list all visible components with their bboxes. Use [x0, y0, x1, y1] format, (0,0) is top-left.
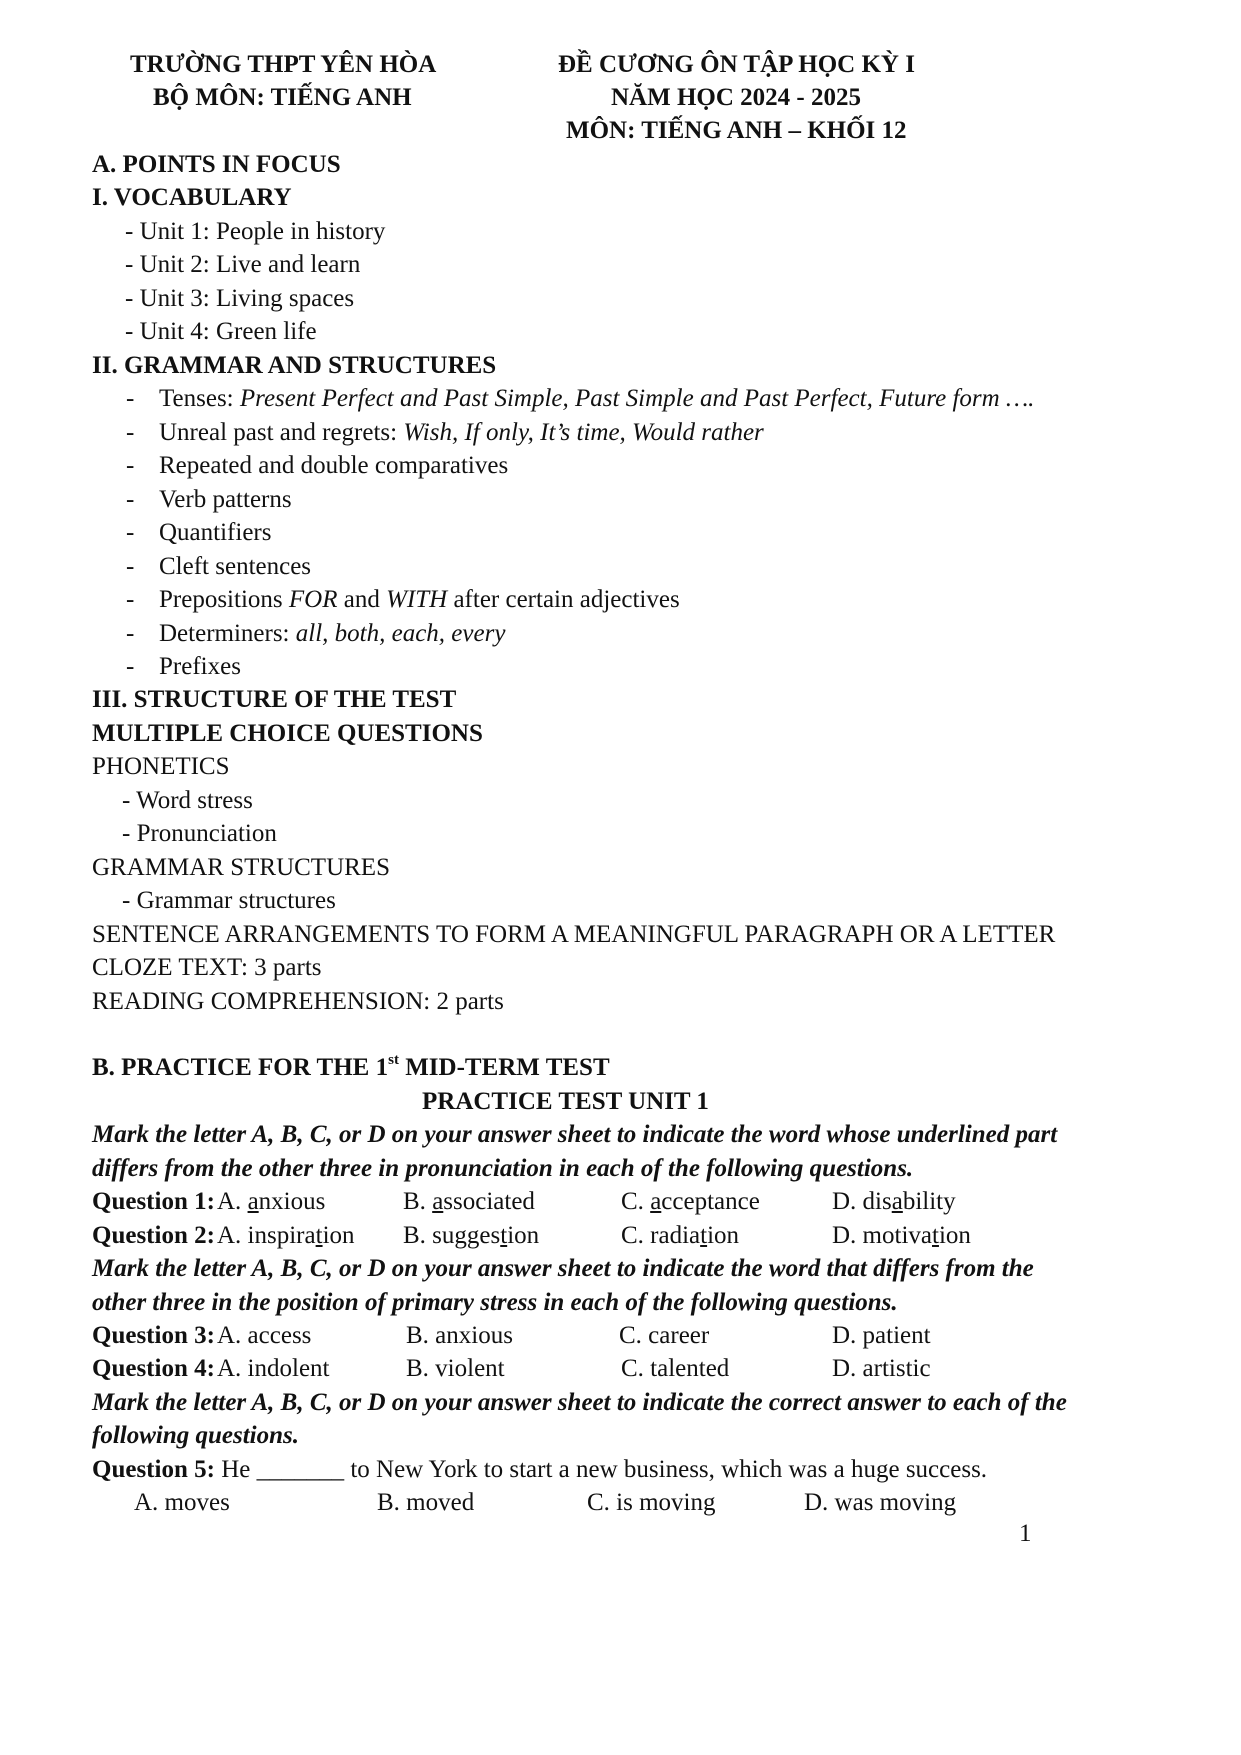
option-a: A. inspiration	[217, 1222, 355, 1249]
mcq-heading: MULTIPLE CHOICE QUESTIONS	[92, 720, 483, 747]
grammar-item: Prefixes	[159, 653, 241, 680]
option-a: A. access	[217, 1322, 312, 1349]
option-a: A. indolent	[217, 1355, 330, 1382]
option-c: C. is moving	[587, 1489, 716, 1516]
grammar-item-determiners: Determiners: all, both, each, every	[159, 620, 506, 647]
grammar-structures-item: - Grammar structures	[122, 887, 336, 914]
grammar-item: Quantifiers	[159, 519, 272, 546]
sentence-arrangement-label: SENTENCE ARRANGEMENTS TO FORM A MEANINGFUL PARAGRAPH OR A LETTER	[92, 921, 1056, 948]
list-bullet: -	[126, 519, 135, 546]
grammar-structures-label: GRAMMAR STRUCTURES	[92, 854, 390, 881]
grammar-item: Cleft sentences	[159, 553, 312, 580]
structure-heading: III. STRUCTURE OF THE TEST	[92, 686, 457, 713]
list-bullet: -	[126, 553, 135, 580]
question-label: Question 2:	[92, 1222, 215, 1249]
option-b: B. associated	[403, 1188, 535, 1215]
instruction-correct-answer: Mark the letter A, B, C, or D on your answer sheet to indicate the correct answer to each of the	[92, 1389, 1067, 1416]
instruction-stress: other three in the position of primary stress in each of the following questions.	[92, 1289, 898, 1316]
option-b: B. violent	[406, 1355, 505, 1382]
option-a: A. anxious	[217, 1188, 326, 1215]
option-b: B. anxious	[406, 1322, 513, 1349]
option-b: B. suggestion	[403, 1222, 540, 1249]
question-label: Question 3:	[92, 1322, 215, 1349]
vocab-heading: I. VOCABULARY	[92, 184, 292, 211]
list-bullet: -	[126, 486, 135, 513]
list-bullet: -	[126, 586, 135, 613]
question-label: Question 4:	[92, 1355, 215, 1382]
phonetics-item: - Word stress	[122, 787, 253, 814]
instruction-pronunciation: Mark the letter A, B, C, or D on your answer sheet to indicate the word whose underlined part	[92, 1121, 1058, 1148]
list-bullet: -	[126, 419, 135, 446]
grammar-item-tenses: Tenses: Present Perfect and Past Simple, Past Simple and Past Perfect, Future form ….	[159, 385, 1035, 412]
phonetics-label: PHONETICS	[92, 753, 230, 780]
option-c: C. career	[619, 1322, 710, 1349]
grammar-item: Repeated and double comparatives	[159, 452, 509, 479]
grammar-item-unreal-past: Unreal past and regrets: Wish, If only, It’s time, Would rather	[159, 419, 764, 446]
vocab-item: - Unit 3: Living spaces	[125, 285, 355, 312]
school-year: NĂM HỌC 2024 - 2025	[611, 84, 861, 111]
section-b-heading: B. PRACTICE FOR THE 1st MID-TERM TEST	[92, 1051, 610, 1081]
grammar-item: Verb patterns	[159, 486, 292, 513]
page-number: 1	[1019, 1520, 1032, 1547]
cloze-label: CLOZE TEXT: 3 parts	[92, 954, 322, 981]
question-label: Question 1:	[92, 1188, 215, 1215]
option-c: C. talented	[621, 1355, 730, 1382]
option-a: A. moves	[134, 1489, 230, 1516]
instruction-stress: Mark the letter A, B, C, or D on your answer sheet to indicate the word that differs from the	[92, 1255, 1034, 1282]
vocab-item: - Unit 1: People in history	[125, 218, 386, 245]
grammar-item-prepositions: Prepositions FOR and WITH after certain adjectives	[159, 586, 680, 613]
option-c: C. radiation	[621, 1222, 740, 1249]
section-a-heading: A. POINTS IN FOCUS	[92, 151, 341, 178]
vocab-item: - Unit 2: Live and learn	[125, 251, 361, 278]
vocab-item: - Unit 4: Green life	[125, 318, 317, 345]
option-d: D. was moving	[804, 1489, 957, 1516]
list-bullet: -	[126, 653, 135, 680]
question-5: Question 5: He _______ to New York to start a new business, which was a huge success.	[92, 1456, 988, 1483]
instruction-correct-answer: following questions.	[92, 1422, 299, 1449]
option-d: D. artistic	[832, 1355, 931, 1382]
option-d: D. motivation	[832, 1222, 971, 1249]
subject-grade: MÔN: TIẾNG ANH – KHỐI 12	[566, 117, 907, 144]
department: BỘ MÔN: TIẾNG ANH	[153, 84, 412, 111]
doc-title: ĐỀ CƯƠNG ÔN TẬP HỌC KỲ I	[558, 51, 915, 78]
option-b: B. moved	[377, 1489, 475, 1516]
list-bullet: -	[126, 452, 135, 479]
list-bullet: -	[126, 620, 135, 647]
practice-test-title: PRACTICE TEST UNIT 1	[422, 1088, 709, 1115]
option-c: C. acceptance	[621, 1188, 760, 1215]
option-d: D. patient	[832, 1322, 931, 1349]
option-d: D. disability	[832, 1188, 956, 1215]
school-name: TRƯỜNG THPT YÊN HÒA	[130, 51, 437, 78]
instruction-pronunciation: differs from the other three in pronunciation in each of the following questions.	[92, 1155, 914, 1182]
list-bullet: -	[126, 385, 135, 412]
grammar-heading: II. GRAMMAR AND STRUCTURES	[92, 352, 497, 379]
phonetics-item: - Pronunciation	[122, 820, 277, 847]
reading-label: READING COMPREHENSION: 2 parts	[92, 988, 504, 1015]
